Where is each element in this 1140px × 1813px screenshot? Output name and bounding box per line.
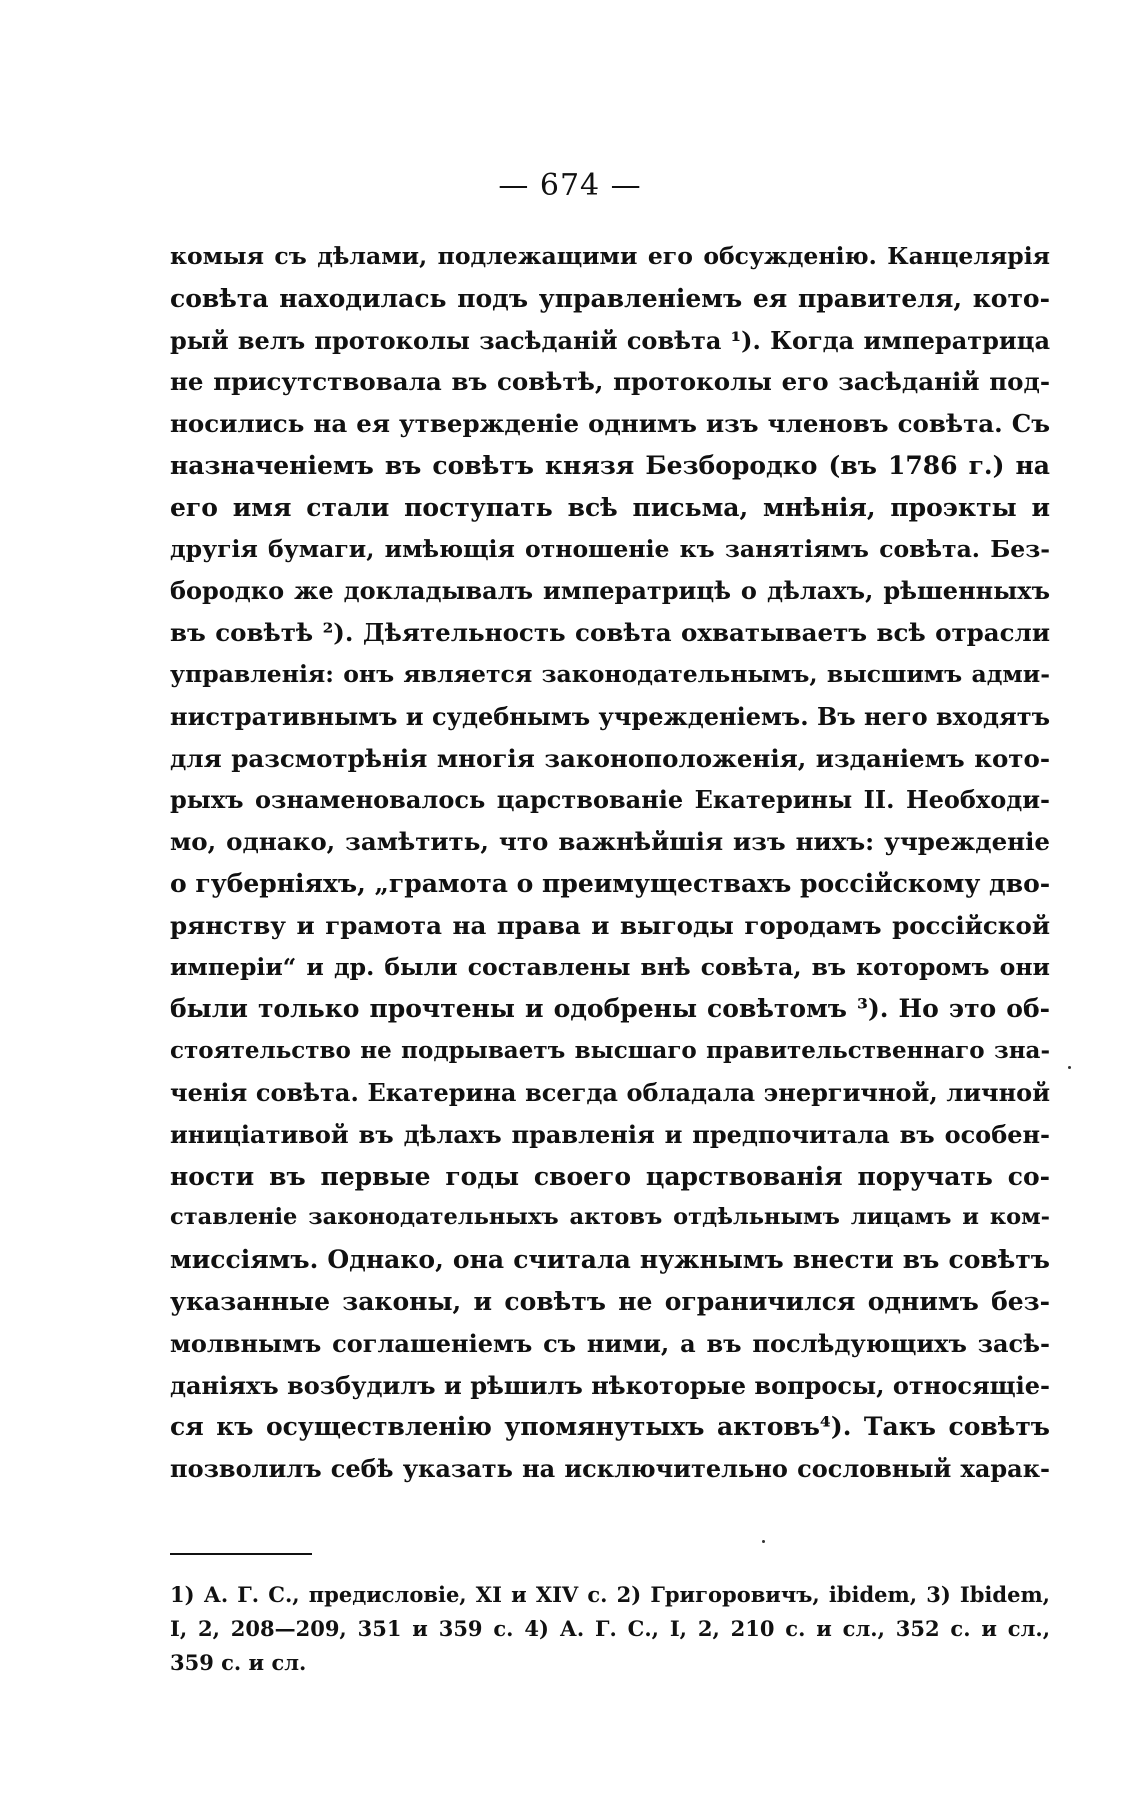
- body-line: въ совѣтѣ ²). Дѣятельность совѣта охватываетъ всѣ отрасли: [170, 618, 1050, 648]
- body-line: ся къ осуществленію упомянутыхъ актовъ⁴). Такъ совѣтъ: [170, 1412, 1050, 1442]
- body-line: имперіи“ и др. были составлены внѣ совѣта, въ которомъ они: [170, 952, 1050, 981]
- body-line: ченія совѣта. Екатерина всегда обладала энергичной, личной: [170, 1077, 1050, 1107]
- footnote-separator: [170, 1553, 312, 1555]
- body-line: миссіямъ. Однако, она считала нужнымъ внести въ совѣтъ: [170, 1245, 1050, 1275]
- body-line: стоятельство не подрываетъ высшаго правительственнаго зна-: [170, 1037, 1050, 1065]
- body-line: комыя съ дѣлами, подлежащими его обсужденію. Канцелярія: [170, 242, 1050, 270]
- body-line: позволилъ себѣ указать на исключительно сословный харак-: [170, 1454, 1050, 1484]
- body-line: управленія: онъ является законодательнымъ, высшимъ адми-: [170, 659, 1050, 688]
- body-line: не присутствовала въ совѣтѣ, протоколы его засѣданій под-: [170, 367, 1050, 397]
- body-line: ставленіе законодательныхъ актовъ отдѣльнымъ лицамъ и ком-: [170, 1204, 1050, 1231]
- footnote-line: I, 2, 208—209, 351 и 359 с. 4) А. Г. С., I, 2, 210 с. и сл., 352 с. и сл.,: [170, 1616, 1050, 1641]
- body-line: совѣта находилась подъ управленіемъ ея правителя, кото-: [170, 283, 1050, 313]
- body-line: молвнымъ соглашеніемъ съ ними, а въ послѣдующихъ засѣ-: [170, 1328, 1050, 1358]
- body-line: носились на ея утвержденіе однимъ изъ членовъ совѣта. Съ: [170, 409, 1050, 439]
- scan-speck: [762, 1540, 765, 1543]
- body-line: нистративнымъ и судебнымъ учрежденіемъ. Въ него входятъ: [170, 701, 1050, 731]
- body-text: [170, 236, 1050, 1490]
- body-line: его имя стали поступать всѣ письма, мнѣнія, проэкты и: [170, 492, 1050, 522]
- footnotes: [170, 1578, 1050, 1680]
- body-line: назначеніемъ въ совѣтъ князя Безбородко (въ 1786 г.) на: [170, 450, 1050, 480]
- body-line: для разсмотрѣнія многія законоположенія, изданіемъ кото-: [170, 743, 1050, 773]
- body-line: о губерніяхъ, „грамота о преимуществахъ россійскому дво-: [170, 868, 1051, 898]
- body-line: указанные законы, и совѣтъ не ограничился однимъ без-: [170, 1286, 1050, 1316]
- body-line: ности въ первые годы своего царствованія поручать со-: [170, 1161, 1050, 1191]
- scan-speck: [1068, 1066, 1071, 1069]
- body-line: бородко же докладывалъ императрицѣ о дѣлахъ, рѣшенныхъ: [170, 576, 1050, 606]
- body-line: иниціативой въ дѣлахъ правленія и предпочитала въ особен-: [170, 1119, 1050, 1149]
- body-line: были только прочтены и одобрены совѣтомъ ³). Но это об-: [170, 994, 1050, 1024]
- body-line: рянству и грамота на права и выгоды городамъ россійской: [170, 910, 1050, 940]
- body-line: рый велъ протоколы засѣданій совѣта ¹). Когда императрица: [170, 325, 1050, 355]
- body-line: мо, однако, замѣтить, что важнѣйшія изъ нихъ: учрежденіе: [170, 827, 1050, 857]
- body-line: рыхъ ознаменовалось царствованіе Екатерины II. Необходи-: [170, 785, 1050, 815]
- footnote-line: 359 с. и сл.: [170, 1650, 307, 1675]
- body-line: даніяхъ возбудилъ и рѣшилъ нѣкоторые вопросы, относящіе-: [170, 1370, 1050, 1400]
- footnote-line: 1) А. Г. С., предисловіе, XI и XIV с. 2) Григоровичъ, ibidem, 3) Ibidem,: [170, 1582, 1050, 1607]
- body-line: другія бумаги, имѣющія отношеніе къ занятіямъ совѣта. Без-: [170, 534, 1050, 563]
- page-number: — 674 —: [498, 168, 642, 203]
